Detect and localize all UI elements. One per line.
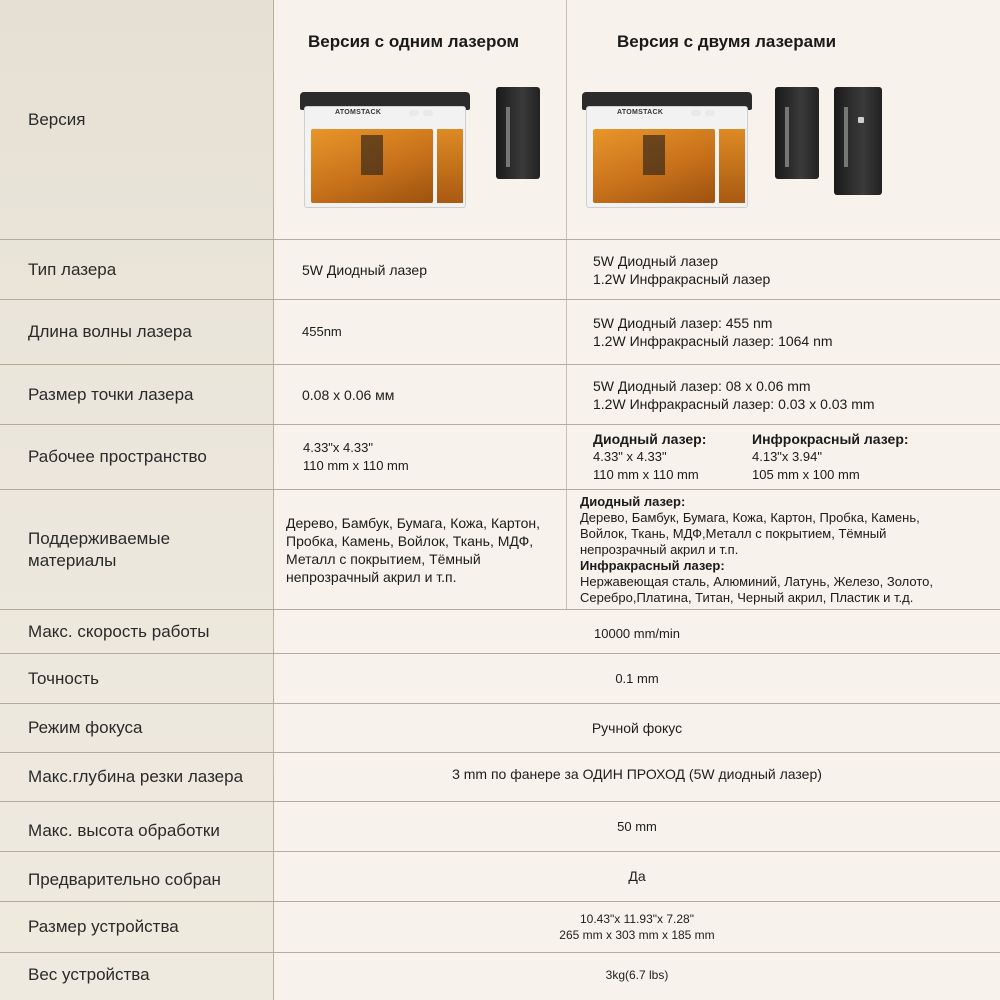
- single-value-line: непрозрачный акрил и т.п.: [286, 568, 457, 585]
- dual-value-line: 105 mm x 100 mm: [752, 467, 860, 482]
- dual-value-line: 5W Диодный лазер: 08 x 0.06 mm: [593, 377, 811, 394]
- dual-value-line: Дерево, Бамбук, Бумага, Кожа, Картон, Пробка, Камень,: [580, 509, 920, 525]
- shared-value: 10000 mm/min: [594, 626, 680, 641]
- shared-value: 3 mm по фанере за ОДИН ПРОХОД (5W диодный лазер): [452, 765, 822, 782]
- row-version: [0, 0, 1000, 240]
- dual-value-line: 1.2W Инфракрасный лазер: 0.03 x 0.03 mm: [593, 395, 875, 412]
- single-value-line: Пробка, Камень, Войлок, Ткань, МДФ,: [286, 532, 534, 549]
- engraver-image-single: [300, 92, 470, 208]
- row-label: Длина волны лазера: [28, 322, 192, 341]
- dual-laser-header: Версия с двумя лазерами: [617, 32, 837, 51]
- row-accuracy: [0, 654, 1000, 703]
- single-value: 455nm: [302, 324, 342, 339]
- shared-value: 0.1 mm: [615, 671, 659, 686]
- row-spot-size: [0, 365, 1000, 424]
- row-label: Предварительно собран: [28, 869, 221, 889]
- dual-value-line: 110 mm x 110 mm: [593, 467, 699, 482]
- single-value: 0.08 x 0.06 мм: [302, 386, 395, 403]
- shared-value: 50 mm: [617, 819, 657, 834]
- laser-module-diode-image: [775, 87, 819, 179]
- dual-value-line: 1.2W Инфракрасный лазер: [593, 270, 771, 287]
- dual-value-line: 5W Диодный лазер: 455 nm: [593, 315, 773, 331]
- dual-value-line: 1.2W Инфракрасный лазер: 1064 nm: [593, 333, 833, 349]
- row-label: Рабочее пространство: [28, 447, 207, 466]
- infrared-subheading: Инфрокрасный лазер:: [752, 431, 909, 447]
- engraver-image-dual: [582, 92, 752, 208]
- brand-logo: ATOMSTACK: [335, 109, 382, 116]
- row-label: Макс. высота обработки: [28, 820, 220, 840]
- row-label: Размер устройства: [28, 917, 179, 936]
- dual-value-line: непрозрачный акрил и т.п.: [580, 541, 739, 557]
- row-focus: [0, 704, 1000, 752]
- dual-value-line: 5W Диодный лазер: [593, 252, 718, 269]
- dual-value-line: 4.33" x 4.33": [593, 449, 667, 464]
- shared-value-line: 265 mm x 303 mm x 185 mm: [559, 928, 715, 942]
- shared-value: 3kg(6.7 lbs): [605, 967, 669, 982]
- shared-value: Ручной фокус: [591, 719, 683, 736]
- row-label: Вес устройства: [28, 965, 150, 984]
- row-label: Макс.глубина резки лазера: [28, 767, 244, 786]
- single-value-line: Дерево, Бамбук, Бумага, Кожа, Картон,: [286, 514, 541, 531]
- row-laser-type: [0, 240, 1000, 299]
- row-label-line: Поддерживаемые: [28, 528, 171, 548]
- laser-module-diode-image: [496, 87, 540, 179]
- row-weight: [0, 953, 1000, 997]
- row-label: Тип лазера: [28, 259, 117, 279]
- single-value: 5W Диодный лазер: [302, 261, 427, 278]
- dual-value-line: Нержавеющая сталь, Алюминий, Латунь, Железо, Золото,: [580, 573, 934, 589]
- single-laser-header: Версия с одним лазером: [308, 32, 520, 51]
- shared-value-line: 10.43"x 11.93"x 7.28": [580, 912, 694, 926]
- laser-module-infrared-image: [834, 87, 882, 195]
- dual-value-line: 4.13"x 3.94": [752, 449, 822, 464]
- shared-value: Да: [628, 868, 646, 884]
- row-label: Версия: [28, 110, 86, 129]
- row-label-line: материалы: [28, 550, 117, 570]
- row-label: Режим фокуса: [28, 718, 143, 737]
- row-preassembled: [0, 852, 1000, 901]
- row-wavelength: [0, 300, 1000, 364]
- dual-value-line: Войлок, Ткань, МДФ,Металл с покрытием, Тёмный: [580, 525, 887, 541]
- row-device-size: [0, 902, 1000, 952]
- brand-logo: ATOMSTACK: [617, 109, 664, 116]
- row-materials: [0, 490, 1000, 609]
- row-cut-depth: [0, 753, 1000, 801]
- diode-subheading: Диодный лазер:: [593, 431, 707, 447]
- infrared-subheading: Инфракрасный лазер:: [580, 557, 725, 573]
- row-max-speed: [0, 610, 1000, 653]
- row-label: Точность: [28, 668, 99, 688]
- row-max-height: [0, 802, 1000, 851]
- row-label: Макс. скорость работы: [28, 621, 210, 641]
- single-value-line: 110 mm x 110 mm: [303, 458, 409, 473]
- single-value-line: 4.33"x 4.33": [303, 440, 373, 455]
- dual-value-line: Серебро,Платина, Титан, Черный акрил, Пластик и т.д.: [580, 589, 914, 605]
- row-work-area: [0, 425, 1000, 489]
- diode-subheading: Диодный лазер:: [580, 493, 686, 509]
- row-label: Размер точки лазера: [28, 384, 194, 404]
- single-value-line: Металл с покрытием, Тёмный: [286, 550, 481, 567]
